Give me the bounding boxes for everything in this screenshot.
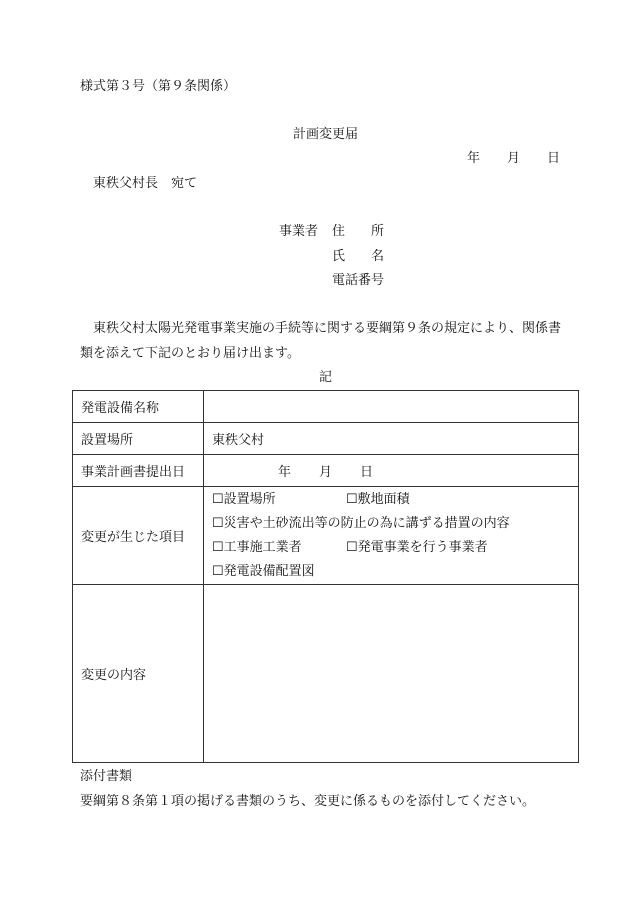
table-row xyxy=(73,455,579,487)
table-row xyxy=(73,391,579,423)
table-row xyxy=(73,487,579,585)
plan-date-label: 事業計画書提出日 xyxy=(73,455,204,487)
date-year: 年 xyxy=(467,151,481,166)
body-text-line2: 類を添えて下記のとおり届け出ます。 xyxy=(80,346,300,361)
addressee: 東秩父村長 宛て xyxy=(93,176,198,191)
plan-date-year: 年 xyxy=(278,465,292,480)
attachments-label: 添付書類 xyxy=(80,769,133,784)
change-content-field[interactable] xyxy=(204,585,579,763)
table-row xyxy=(73,585,579,763)
change-content-label: 変更の内容 xyxy=(73,585,204,763)
option-location-checkbox[interactable]: ☐設置場所 xyxy=(212,491,276,507)
attachments-text: 要綱第８条第１項の掲げる書類のうち、変更に係るものを添付してください。 xyxy=(80,794,536,809)
changed-items-list xyxy=(204,487,579,585)
date-day: 日 xyxy=(547,151,561,166)
plan-date-day: 日 xyxy=(360,465,374,480)
applicant-role: 事業者 xyxy=(279,224,319,239)
option-site-area-checkbox[interactable]: ☐敷地面積 xyxy=(346,491,410,507)
facility-name-label: 発電設備名称 xyxy=(73,391,204,423)
option-operator-checkbox[interactable]: ☐発電事業を行う事業者 xyxy=(346,539,488,555)
location-field[interactable]: 東秩父村 xyxy=(204,423,579,455)
address-label: 住 所 xyxy=(332,224,385,239)
plan-date-month: 月 xyxy=(319,465,333,480)
name-label: 氏 名 xyxy=(332,249,385,264)
form-number: 様式第３号（第９条関係） xyxy=(80,79,237,94)
body-text-line1: 東秩父村太陽光発電事業実施の手続等に関する要綱第９条の規定により、関係書 xyxy=(93,321,562,336)
document-title: 計画変更届 xyxy=(293,127,359,142)
date-month: 月 xyxy=(507,151,521,166)
option-disaster-measures-checkbox[interactable]: ☐災害や土砂流出等の防止の為に講ずる措置の内容 xyxy=(212,515,510,531)
option-layout-drawing-checkbox[interactable]: ☐発電設備配置図 xyxy=(212,563,315,579)
option-contractor-checkbox[interactable]: ☐工事施工業者 xyxy=(212,539,302,555)
facility-name-field[interactable] xyxy=(204,391,579,423)
ki-heading: 記 xyxy=(319,370,333,385)
application-table xyxy=(72,390,579,763)
phone-label: 電話番号 xyxy=(332,273,385,288)
changed-items-label: 変更が生じた項目 xyxy=(73,487,204,585)
location-label: 設置場所 xyxy=(73,423,204,455)
plan-date-field[interactable] xyxy=(204,455,579,487)
table-row xyxy=(73,423,579,455)
